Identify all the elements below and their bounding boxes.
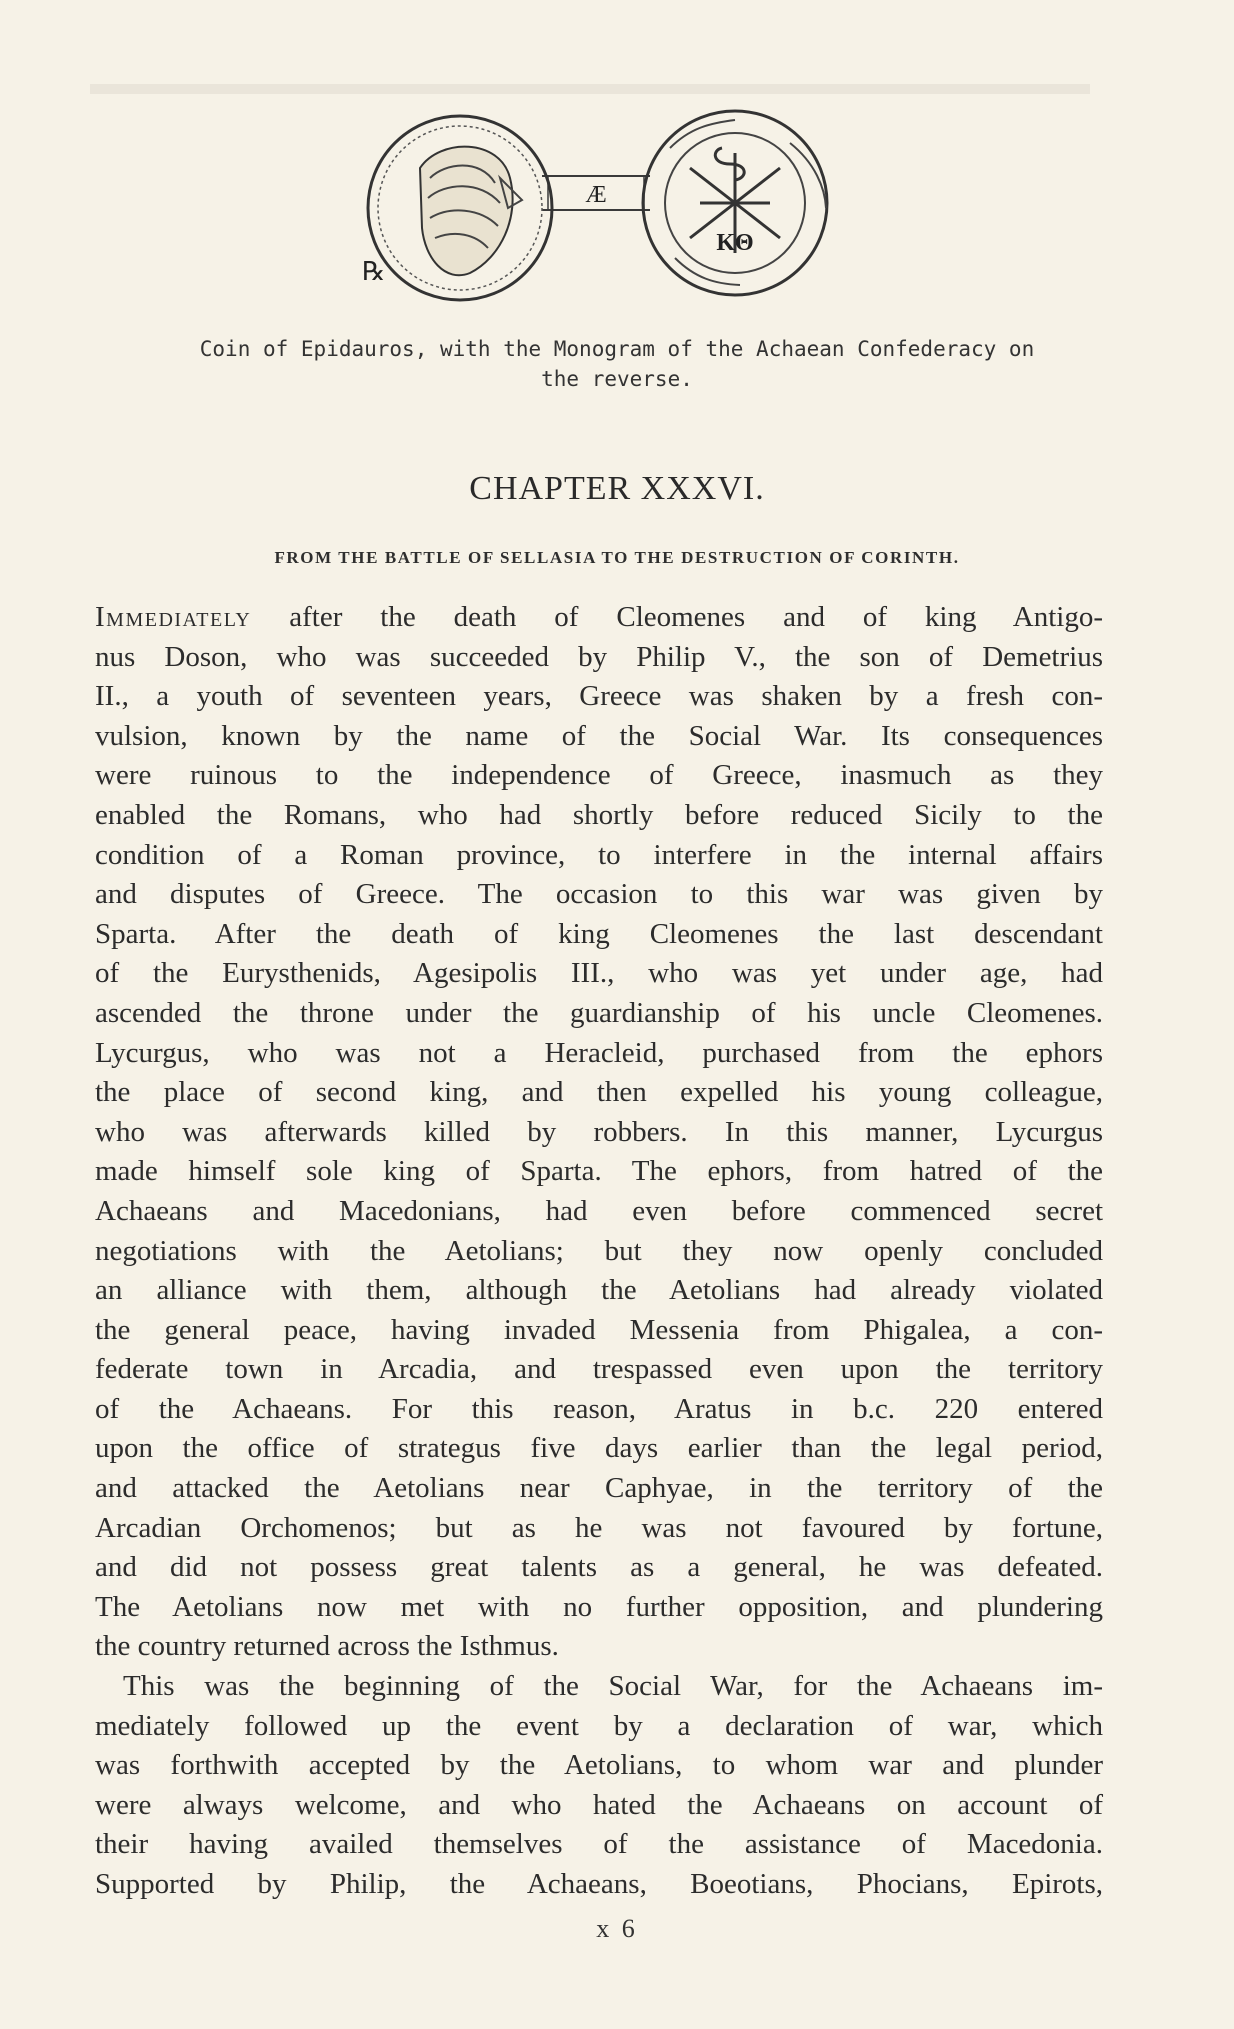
page-signature: x 6 xyxy=(596,1914,638,1943)
obverse-mark: ℞ xyxy=(362,257,386,286)
text-line: of the Achaeans. For this reason, Aratus in b.c. 220 entered xyxy=(95,1392,1103,1425)
caption-line: Coin of Epidauros, with the Monogram of the Achaean Confederacy on xyxy=(199,337,1035,361)
text-line: federate town in Arcadia, and trespassed even upon the territory xyxy=(95,1353,1103,1386)
text-line: made himself sole king of Sparta. The ephors, from hatred of the xyxy=(95,1155,1103,1188)
text-line: the place of second king, and then expelled his young colleague, xyxy=(95,1076,1103,1109)
chapter-subtitle: FROM THE BATTLE OF SELLASIA TO THE DESTRUCTION OF CORINTH. xyxy=(274,548,960,567)
coin-reverse xyxy=(643,111,827,295)
text-line: an alliance with them, although the Aetolians had already violated xyxy=(95,1274,1103,1307)
text-line: The Aetolians now met with no further opposition, and plundering xyxy=(95,1590,1103,1623)
text-line: was forthwith accepted by the Aetolians, to whom war and plunder xyxy=(95,1749,1103,1782)
text-line: enabled the Romans, who had shortly before reduced Sicily to the xyxy=(95,798,1103,831)
text-line: vulsion, known by the name of the Social War. Its consequences xyxy=(95,719,1103,752)
coin-epidauros-icon xyxy=(350,108,840,308)
text-line: the general peace, having invaded Messenia from Phigalea, a con- xyxy=(95,1313,1103,1346)
text-line: Lycurgus, who was not a Heracleid, purchased from the ephors xyxy=(95,1036,1103,1069)
text-line: negotiations with the Aetolians; but they now openly concluded xyxy=(95,1234,1103,1267)
text-line: ascended the throne under the guardianship of his uncle Cleomenes. xyxy=(95,996,1103,1029)
text-line: Supported by Philip, the Achaeans, Boeotians, Phocians, Epirots, xyxy=(95,1868,1103,1900)
metal-mark: Æ xyxy=(585,182,607,208)
text-line: condition of a Roman province, to interfere in the internal affairs xyxy=(95,838,1103,871)
bleed-through-texture xyxy=(90,70,1090,110)
text-line: and disputes of Greece. The occasion to this war was given by xyxy=(95,878,1103,911)
caption-line: the reverse. xyxy=(541,367,693,391)
text-line: Achaeans and Macedonians, had even before commenced secret xyxy=(95,1194,1103,1227)
text-line: and did not possess great talents as a general, he was defeated. xyxy=(95,1551,1103,1584)
coin-illustration xyxy=(350,108,840,308)
text-line: II., a youth of seventeen years, Greece was shaken by a fresh con- xyxy=(95,680,1103,713)
text-line: of the Eurysthenids, Agesipolis III., who was yet under age, had xyxy=(95,957,1103,990)
monogram-letters: KΘ xyxy=(716,230,754,256)
figure-caption xyxy=(90,334,1144,394)
coin-obverse xyxy=(362,116,552,300)
text-line: who was afterwards killed by robbers. In this manner, Lycurgus xyxy=(95,1115,1103,1148)
text-line: Arcadian Orchomenos; but as he was not favoured by fortune, xyxy=(95,1511,1103,1544)
text-line: Immediately after the death of Cleomenes and of king Antigo- xyxy=(95,601,1103,633)
text-line: upon the office of strategus five days earlier than the legal period, xyxy=(95,1432,1103,1465)
text-line: This was the beginning of the Social War, for the Achaeans im- xyxy=(123,1670,1103,1703)
text-line: mediately followed up the event by a declaration of war, which xyxy=(95,1709,1103,1742)
chapter-title: CHAPTER XXXVI. xyxy=(469,470,765,507)
opening-word: Immediately xyxy=(95,601,252,633)
text-line: the country returned across the Isthmus. xyxy=(95,1630,559,1663)
chapter-body xyxy=(95,598,1103,1905)
text-line: were always welcome, and who hated the Achaeans on account of xyxy=(95,1788,1103,1821)
text-line: nus Doson, who was succeeded by Philip V., the son of Demetrius xyxy=(95,640,1103,673)
text-line: were ruinous to the independence of Greece, inasmuch as they xyxy=(95,759,1103,792)
text-line: and attacked the Aetolians near Caphyae, in the territory of the xyxy=(95,1472,1103,1505)
text-line: Sparta. After the death of king Cleomenes the last descendant xyxy=(95,917,1103,950)
text-line: their having availed themselves of the assistance of Macedonia. xyxy=(95,1828,1103,1861)
